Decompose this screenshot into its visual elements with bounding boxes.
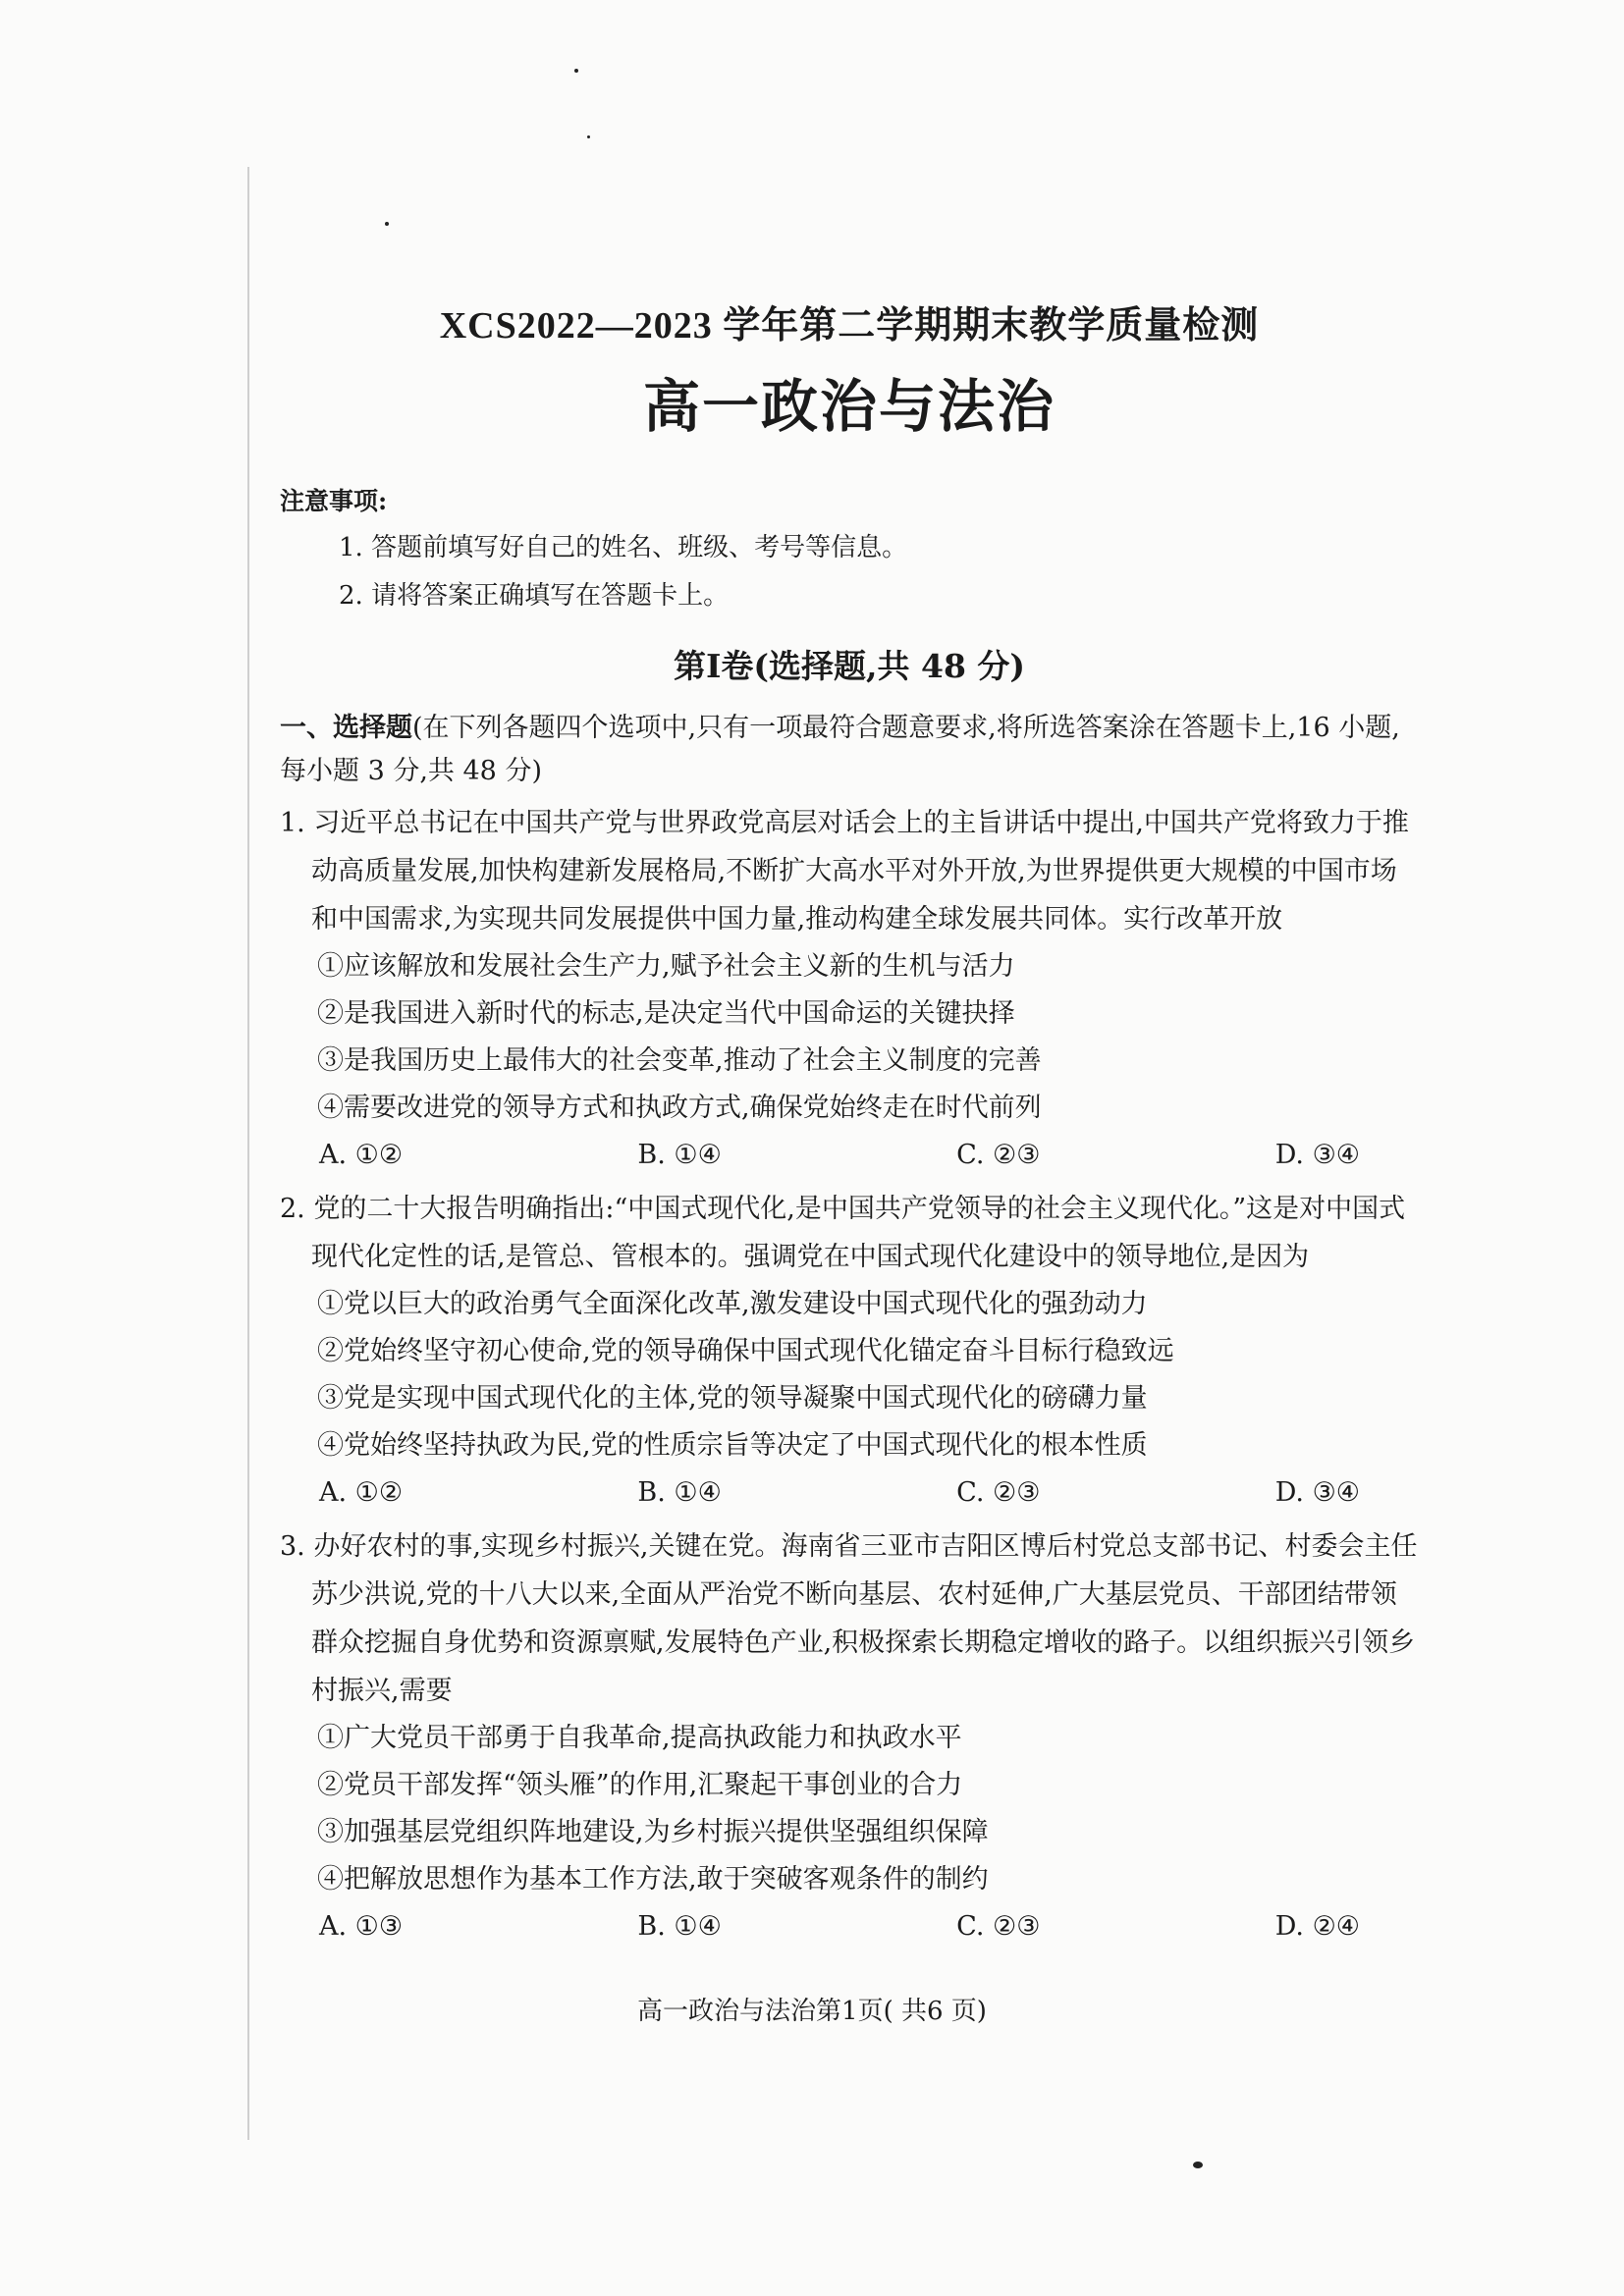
scan-speck [587, 135, 590, 138]
statement: ③党是实现中国式现代化的主体,党的领导凝聚中国式现代化的磅礴力量 [317, 1383, 1148, 1414]
exam-header: XCS2022—2023 学年第二学期期末教学质量检测 [439, 305, 1260, 347]
choice-b: B. ①④ [637, 1911, 722, 1942]
statement: ②是我国进入新时代的标志,是决定当代中国命运的关键抉择 [317, 998, 1015, 1029]
choice-d: D. ③④ [1274, 1477, 1360, 1508]
question-stem: 1. 习近平总书记在中国共产党与世界政党高层对话会上的主旨讲话中提出,中国共产党将致力于推动高质量发展,加快构建新发展格局,不断扩大高水平对外开放,为世界提供更大规模的中国市场和中国需求,为实现共同发展提供中国力量,推动构建全球发展共同体。实行改革开放 [280, 808, 1409, 934]
instruction-label: 一、选择题 [280, 713, 412, 743]
exam-content [280, 294, 1419, 1956]
choice-c: C. ②③ [956, 1477, 1041, 1508]
statement: ④把解放思想作为基本工作方法,敢于突破客观条件的制约 [317, 1864, 989, 1895]
choice-a: A. ①② [319, 1140, 404, 1170]
notice-item: 1. 答题前填写好自己的姓名、班级、考号等信息。 [339, 533, 908, 562]
notice-block [280, 482, 1419, 612]
binding-margin-line [247, 167, 249, 2140]
answer-choices [319, 1903, 1360, 1950]
answer-choices [319, 1469, 1360, 1517]
scan-speck [574, 69, 578, 73]
choice-b: B. ①④ [637, 1477, 722, 1508]
choice-d: D. ②④ [1274, 1911, 1360, 1942]
notice-heading: 注意事项: [280, 487, 388, 515]
choice-a: A. ①② [319, 1477, 404, 1508]
choice-c: C. ②③ [956, 1911, 1041, 1942]
question-1 [280, 799, 1419, 1179]
question-stem: 3. 办好农村的事,实现乡村振兴,关键在党。海南省三亚市吉阳区博后村党总支部书记、村委会主任苏少洪说,党的十八大以来,全面从严治党不断向基层、农村延伸,广大基层党员、干部团结带领群众挖掘自身优势和资源禀赋,发展特色产业,积极探索长期稳定增收的路子。以组织振兴引领乡村振兴,需要 [280, 1531, 1418, 1706]
subject-title: 高一政治与法治 [642, 373, 1056, 440]
scan-speck [385, 222, 389, 226]
question-2 [280, 1185, 1419, 1517]
page-footer: 高一政治与法治第1页( 共6 页) [637, 1997, 987, 2026]
statement: ①广大党员干部勇于自我革命,提高执政能力和执政水平 [317, 1723, 962, 1753]
notice-item: 2. 请将答案正确填写在答题卡上。 [339, 581, 730, 611]
choice-a: A. ①③ [319, 1911, 404, 1942]
statement: ④需要改进党的领导方式和执政方式,确保党始终走在时代前列 [317, 1093, 1042, 1123]
instruction-text: (在下列各题四个选项中,只有一项最符合题意要求,将所选答案涂在答题卡上,16 小题,每小题 3 分,共 48 分) [280, 713, 1400, 786]
statement: ②党始终坚守初心使命,党的领导确保中国式现代化锚定奋斗目标行稳致远 [317, 1336, 1174, 1366]
choice-b: B. ①④ [637, 1140, 722, 1170]
statement: ①应该解放和发展社会生产力,赋予社会主义新的生机与活力 [317, 951, 1015, 982]
answer-choices [319, 1132, 1360, 1179]
statement: ①党以巨大的政治勇气全面深化改革,激发建设中国式现代化的强劲动力 [317, 1289, 1148, 1319]
question-stem: 2. 党的二十大报告明确指出:“中国式现代化,是中国共产党领导的社会主义现代化。”这是对中国式现代化定性的话,是管总、管根本的。强调党在中国式现代化建设中的领导地位,是因为 [280, 1194, 1406, 1272]
question-3 [280, 1522, 1419, 1950]
section-title: 第Ⅰ卷(选择题,共 48 分) [673, 647, 1026, 685]
choice-c: C. ②③ [956, 1140, 1041, 1170]
statement: ②党员干部发挥“领头雁”的作用,汇聚起干事创业的合力 [317, 1770, 963, 1800]
choice-d: D. ③④ [1274, 1140, 1360, 1170]
instruction [280, 707, 1419, 793]
statement: ③加强基层党组织阵地建设,为乡村振兴提供坚强组织保障 [317, 1817, 989, 1847]
statement: ③是我国历史上最伟大的社会变革,推动了社会主义制度的完善 [317, 1045, 1042, 1076]
statement: ④党始终坚持执政为民,党的性质宗旨等决定了中国式现代化的根本性质 [317, 1430, 1148, 1461]
scan-speck [1193, 2162, 1203, 2168]
